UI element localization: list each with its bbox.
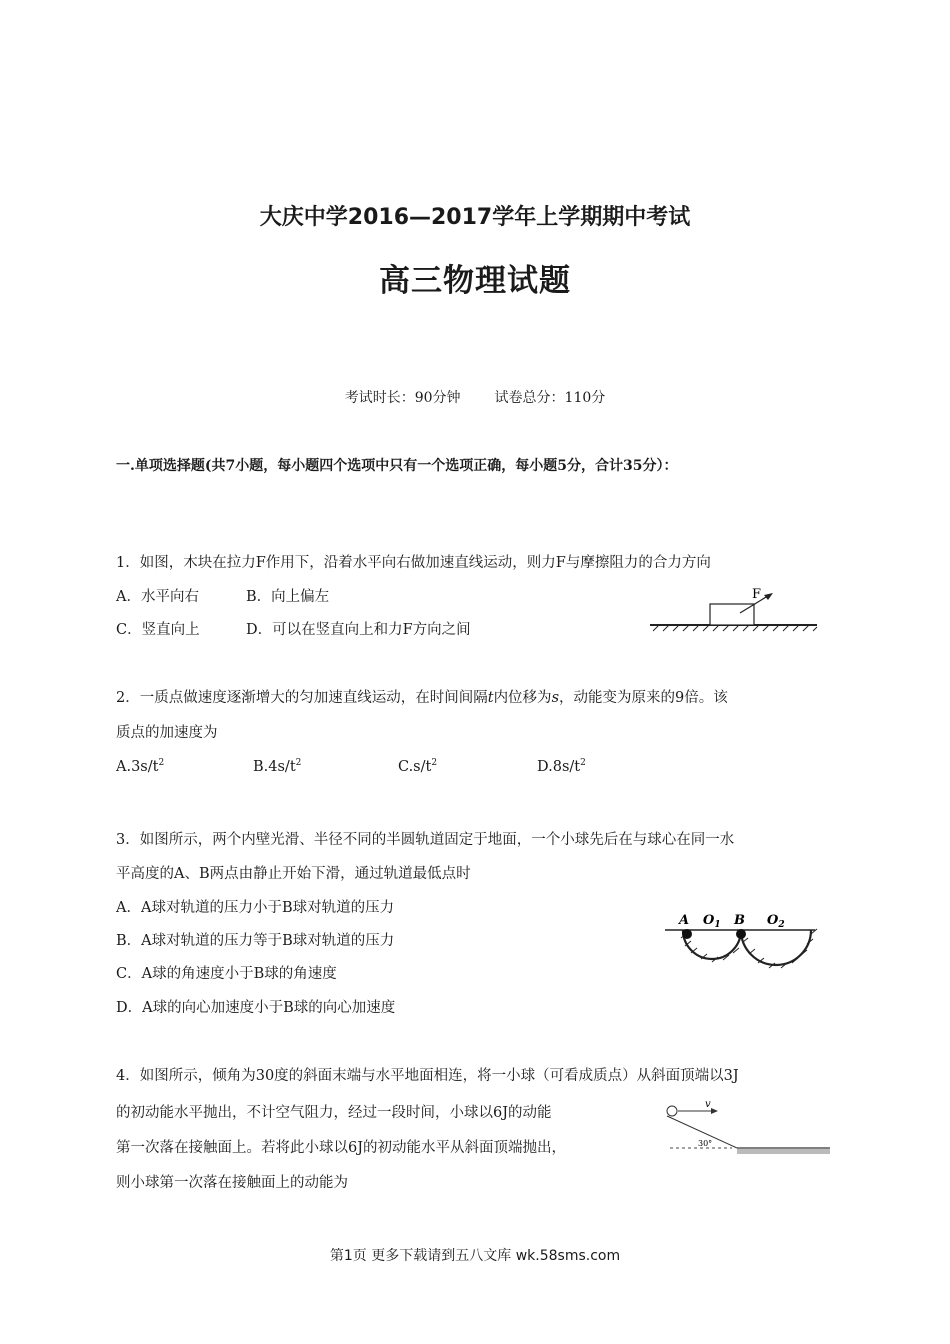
track-hatching [681,929,817,968]
question-1-option-d: D．可以在竖直向上和力F方向之间 [246,622,471,638]
question-2-option-a [116,759,164,775]
ball-b [736,929,746,939]
semicircle-tracks-figure [663,908,818,978]
question-2-option-c [398,759,437,775]
page-title: 高三物理试题 [379,263,571,299]
question-3-option-c: C．A球的角速度小于B球的角速度 [116,966,337,982]
question-3-stem-line-2: 平高度的A、B两点由静止开始下滑，通过轨道最低点时 [116,866,471,882]
question-1-stem: 1．如图，木块在拉力F作用下，沿着水平向右做加速直线运动，则力F与摩擦阻力的合力方向 [116,555,711,571]
label-o1: $O_1$ [703,913,721,930]
option-d-exponent: 2 [580,758,586,769]
exam-total-score: 试卷总分：110分 [494,390,606,406]
block-force-figure [645,585,820,635]
question-4-stem-line-3: 第一次落在接触面上。若将此小球以6J的初动能水平从斜面顶端抛出， [116,1140,567,1156]
velocity-arrow-head [711,1108,718,1114]
question-2-stem-line-1 [116,686,728,707]
angle-label: 30° [698,1139,713,1148]
question-2-option-d [537,759,586,775]
question-2-text-c: ，动能变为原来的9倍。该 [559,690,728,706]
force-label-f: F [752,587,762,602]
label-a: A [679,913,690,928]
question-1-option-b: B．向上偏左 [246,589,330,605]
page-footer: 第1页 更多下载请到五八文库 wk.58sms.com [329,1248,621,1264]
exam-duration: 考试时长：90分钟 [344,390,461,406]
option-c-exponent: 2 [431,758,438,769]
question-4-stem-line-1: 4．如图所示，倾角为30度的斜面末端与水平地面相连，将一小球（可看成质点）从斜面顶端以3J [116,1068,739,1084]
label-o2: $O_2$ [767,913,785,930]
question-1-option-a: A．水平向右 [116,589,199,605]
question-1-option-c: C．竖直向上 [116,622,200,638]
distance-symbol-s: s [551,690,560,706]
school-exam-line: 大庆中学2016—2017学年上学期期中考试 [259,205,691,230]
question-4-stem-line-2: 的初动能水平抛出，不计空气阻力，经过一段时间，小球以6J的动能 [116,1105,552,1121]
option-a-text: A.3s/t [116,759,159,775]
option-c-text: C.s/t [398,759,432,775]
incline-projectile-figure [660,1098,832,1160]
force-arrow-head [764,593,773,600]
exam-meta [0,387,950,407]
wooden-block [710,604,754,625]
label-b: B [734,913,745,928]
ball [667,1106,677,1116]
ground-hatching [650,625,817,631]
question-4-stem-line-4: 则小球第一次落在接触面上的动能为 [116,1175,348,1191]
large-semicircle-track [741,930,811,965]
option-b-text: B.4s/t [253,759,296,775]
option-d-text: D.8s/t [537,759,581,775]
question-3-option-a: A．A球对轨道的压力小于B球对轨道的压力 [116,900,395,916]
question-2-text-a: 2．一质点做速度逐渐增大的匀加速直线运动，在时间间隔 [116,690,488,706]
question-2-text-b: 内位移为 [493,690,552,706]
section-heading: 一.单项选择题(共7小题，每小题四个选项中只有一个选项正确，每小题5分，合计35分）： [116,458,678,474]
velocity-label: v [705,1099,711,1110]
question-2-option-b [253,759,301,775]
option-b-exponent: 2 [295,758,302,769]
time-symbol-t: t [487,690,494,706]
question-3-option-b: B．A球对轨道的压力等于B球对轨道的压力 [116,933,395,949]
question-2-stem-line-2: 质点的加速度为 [116,725,218,741]
ground-fill [737,1149,830,1154]
question-3-option-d: D．A球的向心加速度小于B球的向心加速度 [116,1000,396,1016]
question-3-stem-line-1: 3．如图所示，两个内壁光滑、半径不同的半圆轨道固定于地面，一个小球先后在与球心在同一水 [116,832,735,848]
ball-a [682,929,692,939]
option-a-exponent: 2 [158,758,165,769]
